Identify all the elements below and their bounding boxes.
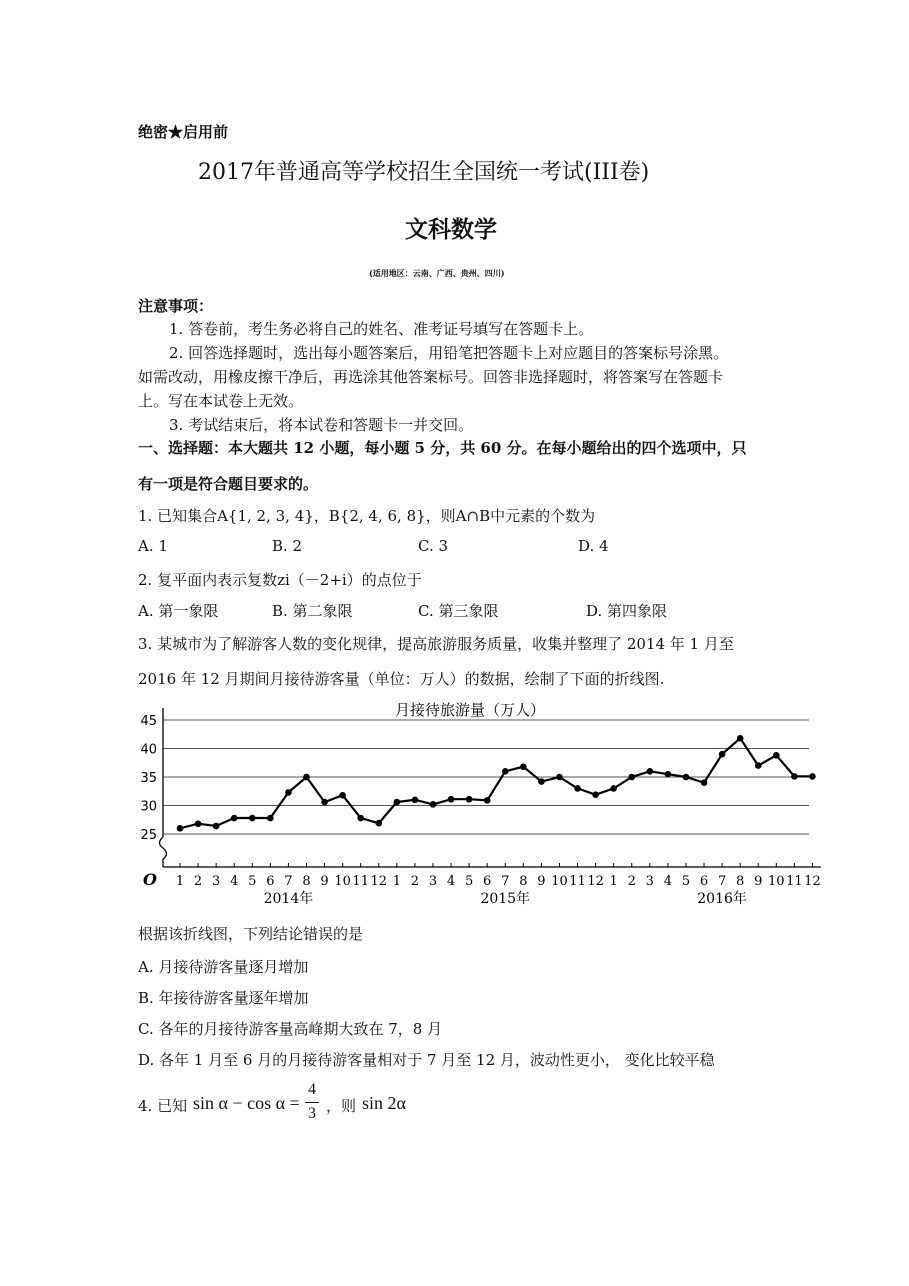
notes-heading: 注意事项： <box>138 297 214 315</box>
data-point <box>701 779 708 786</box>
series-line <box>180 738 813 828</box>
year-label: 2016年 <box>697 891 747 907</box>
data-point <box>285 789 292 796</box>
q2-option-c: C. 第三象限 <box>418 602 499 620</box>
chart-title: 月接待旅游量（万人） <box>394 701 546 719</box>
x-tick-label: 11 <box>786 874 803 889</box>
data-point <box>375 820 382 827</box>
data-point <box>195 820 202 827</box>
data-point <box>466 796 473 803</box>
x-tick-label: 6 <box>699 874 709 889</box>
y-tick-label: 30 <box>140 799 157 815</box>
data-point <box>213 823 220 830</box>
x-tick-label: 10 <box>768 874 785 889</box>
data-point <box>430 801 437 808</box>
q1-option-d: D. 4 <box>578 537 609 555</box>
q1-option-a: A. 1 <box>138 537 168 555</box>
x-tick-label: 3 <box>428 874 438 889</box>
x-tick-label: 9 <box>320 874 329 889</box>
data-point <box>773 752 780 759</box>
q3-stem-line1: 3. 某城市为了解游客人数的变化规律，提高旅游服务质量，收集并整理了 2014 年 1 月至 <box>138 635 734 653</box>
tourist-line-chart <box>135 697 825 912</box>
q4-suffix: ，则 <box>326 1097 357 1115</box>
x-tick-label: 7 <box>501 874 510 889</box>
data-point <box>809 773 816 780</box>
year-labels <box>264 890 747 907</box>
data-point <box>231 815 238 822</box>
data-point <box>321 799 328 806</box>
x-tick-label: 10 <box>334 874 351 889</box>
x-tick-label: 4 <box>230 874 239 889</box>
note-item-2-line1: 2. 回答选择题时，选出每小题答案后，用铅笔把答题卡上对应题目的答案标号涂黑。 <box>169 344 729 362</box>
data-point <box>755 762 762 769</box>
x-tick-label: 8 <box>736 874 745 889</box>
data-point <box>177 825 184 832</box>
data-point <box>303 774 310 781</box>
data-point <box>665 771 672 778</box>
y-axis-ticks <box>140 714 157 843</box>
x-tick-label: 3 <box>645 874 654 889</box>
data-point <box>448 796 455 803</box>
x-tick-label: 12 <box>587 874 604 889</box>
x-tick-label: 8 <box>302 874 311 889</box>
regions-note: (适用地区：云南、广西、贵州、四川) <box>369 268 505 278</box>
data-point <box>719 751 726 758</box>
data-point <box>592 791 599 798</box>
data-point <box>574 785 581 792</box>
x-tick-label: 2 <box>410 874 420 889</box>
exam-title: 2017年普通高等学校招生全国统一考试(III卷) <box>198 160 650 185</box>
q4-fraction-numerator: 4 <box>308 1081 316 1098</box>
x-tick-label: 10 <box>551 874 568 889</box>
data-point <box>683 774 690 781</box>
data-point <box>791 773 798 780</box>
data-point <box>520 763 527 770</box>
q1-option-b: B. 2 <box>272 537 303 555</box>
x-tick-label: 5 <box>681 874 691 889</box>
chart-axes <box>160 708 822 867</box>
data-point <box>610 785 617 792</box>
x-tick-label: 12 <box>370 874 388 889</box>
data-point <box>556 774 563 781</box>
x-tick-label: 11 <box>569 874 586 889</box>
note-item-3: 3. 考试结束后，将本试卷和答题卡一并交回。 <box>169 416 474 434</box>
data-point <box>357 815 364 822</box>
x-tick-label: 7 <box>717 874 727 889</box>
q1-stem: 1. 已知集合A{1, 2, 3, 4}，B{2, 4, 6, 8}，则A∩B中元素的个数为 <box>138 507 596 525</box>
y-tick-label: 45 <box>140 714 157 729</box>
note-item-2-line3: 上。写在本试卷上无效。 <box>138 392 304 410</box>
data-point <box>647 768 654 775</box>
data-point <box>267 815 274 822</box>
x-tick-label: 12 <box>804 874 821 889</box>
x-tick-label: 4 <box>446 874 456 889</box>
data-point <box>502 768 509 775</box>
x-tick-label: 6 <box>483 874 492 889</box>
x-tick-label: 1 <box>392 874 401 889</box>
series-points <box>177 735 816 832</box>
x-tick-label: 1 <box>175 874 185 889</box>
x-tick-label: 7 <box>284 874 293 889</box>
section1-line2: 有一项是符合题目要求的。 <box>138 475 319 493</box>
x-tick-label: 2 <box>193 874 203 889</box>
q3-option-d: D. 各年 1 月至 6 月的月接待游客量相对于 7 月至 12 月，波动性更小， 变化比较平稳 <box>138 1051 715 1069</box>
x-tick-label: 1 <box>609 874 618 889</box>
data-point <box>628 774 635 781</box>
data-point <box>412 797 419 804</box>
year-label: 2015年 <box>480 891 531 907</box>
x-tick-label: 9 <box>754 874 763 889</box>
x-tick-label: 2 <box>627 874 636 889</box>
section1-line1: 一、选择题：本大题共 12 小题，每小题 5 分，共 60 分。在每小题给出的四个选项中，只 <box>138 439 747 457</box>
origin-label: O <box>143 870 157 889</box>
axis-break-mark <box>160 837 167 867</box>
q3-option-c: C. 各年的月接待游客量高峰期大致在 7，8 月 <box>138 1020 443 1038</box>
q4-rhs-expression: sin 2α <box>362 1093 406 1113</box>
x-tick-label: 3 <box>211 874 221 889</box>
q4-fraction-bar <box>305 1102 319 1103</box>
q4-lhs-expression: sin α − cos α = <box>193 1093 300 1113</box>
q2-stem: 2. 复平面内表示复数zi（－2+i）的点位于 <box>138 571 422 589</box>
q3-after-text: 根据该折线图，下列结论错误的是 <box>138 925 364 943</box>
q2-option-a: A. 第一象限 <box>138 602 219 620</box>
q2-option-b: B. 第二象限 <box>272 602 353 620</box>
q1-option-c: C. 3 <box>418 537 449 555</box>
data-point <box>394 799 401 806</box>
data-point <box>737 735 744 742</box>
q3-option-b: B. 年接待游客量逐年增加 <box>138 989 309 1007</box>
data-point <box>339 792 346 799</box>
secret-label: 绝密★启用前 <box>138 123 229 141</box>
year-label: 2014年 <box>263 891 314 907</box>
data-point <box>484 797 491 804</box>
x-tick-label: 8 <box>519 874 528 889</box>
x-tick-label: 4 <box>663 874 673 889</box>
q4-fraction-denominator: 3 <box>308 1105 316 1122</box>
y-tick-label: 25 <box>140 828 157 843</box>
q4-prefix: 4. 已知 <box>138 1097 188 1115</box>
note-item-2-line2: 如需改动，用橡皮擦干净后，再选涂其他答案标号。回答非选择题时，将答案写在答题卡 <box>138 368 724 386</box>
x-tick-label: 11 <box>352 874 369 889</box>
x-tick-label: 9 <box>537 874 546 889</box>
data-point <box>249 815 256 822</box>
x-tick-label: 5 <box>248 874 257 889</box>
y-tick-label: 35 <box>140 771 157 786</box>
x-tick-label: 6 <box>266 874 275 889</box>
q3-stem-line2: 2016 年 12 月期间月接待游客量（单位：万人）的数据，绘制了下面的折线图. <box>138 670 665 688</box>
x-tick-label: 5 <box>464 874 474 889</box>
note-item-1: 1. 答卷前，考生务必将自己的姓名、准考证号填写在答题卡上。 <box>169 320 594 338</box>
data-point <box>538 778 545 785</box>
y-tick-label: 40 <box>140 742 157 758</box>
q2-option-d: D. 第四象限 <box>586 602 668 620</box>
subject-title: 文科数学 <box>405 216 497 243</box>
q3-option-a: A. 月接待游客量逐月增加 <box>138 958 309 976</box>
